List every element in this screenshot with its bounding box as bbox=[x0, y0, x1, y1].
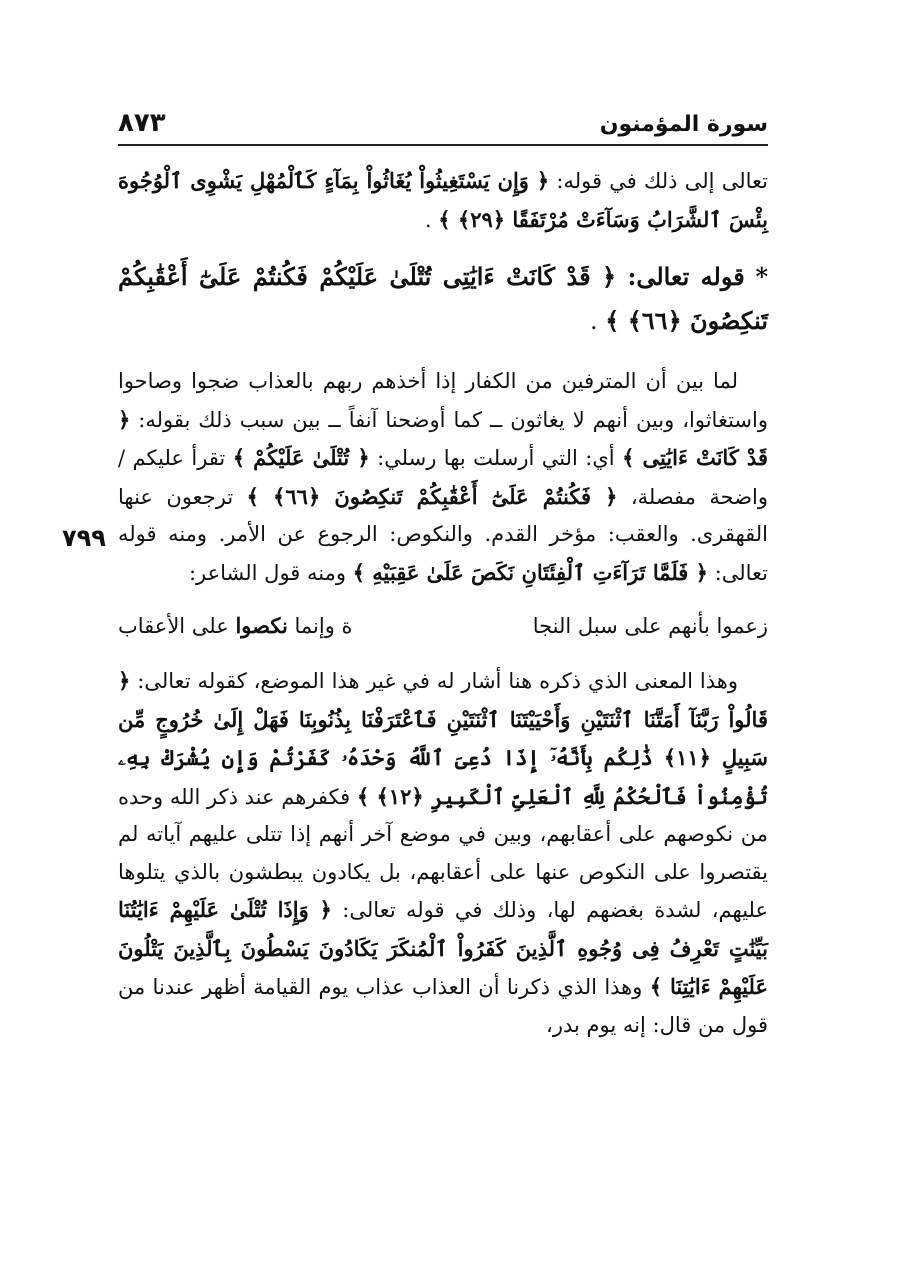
intro-text: تعالى إلى ذلك في قوله: bbox=[549, 169, 769, 193]
para2-verse-1: ﴿ قَالُواْ رَبَّنَآ أَمَتَّنَا ٱثْنَتَيْنِ وَأَحْيَيْتَنَا ٱثْنَتَيْنِ فَٱعْتَرَفْنَا بِذُنُوبِنَا فَهَلْ إِلَىٰ خُرُوجٍ مِّن سَبِيلٍ ﴿١١﴾ ذَٰلِكُم بِأَنَّهُۥٓ إِذَا دُعِىَ ٱللَّهُ وَحْدَهُۥ كَفَرْتُمْ وَإِن يُشْرَكْ بِهِۦ تُؤْمِنُواْ فَٱلْحُكْمُ لِلَّهِ ٱلْعَلِىِّ ٱلْكَبِيرِ ﴿١٢﴾ ﴾ bbox=[118, 668, 768, 809]
intro-end: . bbox=[424, 207, 439, 232]
poetry-verse bbox=[118, 606, 768, 646]
para1-text-2: أي: التي أرسلت بها رسلي: bbox=[369, 446, 623, 470]
page-body bbox=[118, 162, 768, 1044]
poem-second-pre: ة وإنما bbox=[287, 614, 353, 638]
commentary-paragraph-1 bbox=[118, 363, 768, 592]
poem-second-hemistich bbox=[118, 606, 353, 646]
para2-verse-2: ﴿ وَإِذَا تُتْلَىٰ عَلَيْهِمْ ءَايَٰتُنَا بَيِّنَٰتٍ تَعْرِفُ فِى وُجُوهِ ٱلَّذِينَ كَفَرُواْ ٱلْمُنكَرَ يَكَادُونَ يَسْطُونَ بِٱلَّذِينَ يَتْلُونَ عَلَيْهِمْ ءَايَٰتِنَا ﴾ bbox=[118, 897, 768, 999]
para1-verse-1: ﴿ قَدْ كَانَتْ ءَايَٰتِى ﴾ bbox=[118, 406, 768, 470]
poem-first-hemistich: زعموا بأنهم على سبل النجا bbox=[532, 614, 768, 638]
star-marker: * bbox=[755, 262, 768, 291]
para1-verse-3: ﴿ فَكُنتُمْ عَلَىٰٓ أَعْقَٰبِكُمْ تَنكِصُونَ ﴿٦٦﴾ ﴾ bbox=[246, 483, 618, 509]
para2-text-2: فكفرهم عند ذكر الله وحده من نكوصهم على أعقابهم، وبين في موضع آخر أنهم إذا تتلى عليهم آياته لم يقتصروا على النكوص عنها على أعقابهم، بل يكادون يبطشون بالذي يتلوها عليهم، لشدة بغضهم لها، وذلك في قوله تعالى: bbox=[118, 784, 769, 922]
para1-verse-2: ﴿ تُتْلَىٰ عَلَيْكُمْ ﴾ bbox=[232, 445, 370, 470]
para2-text-3: وهذا الذي ذكرنا أن العذاب عذاب يوم القيامة أظهر عندنا من قول من قال: إنه يوم بدر، bbox=[118, 975, 768, 1037]
margin-page-number: ٧٩٩ bbox=[62, 524, 106, 552]
commentary-paragraph-2 bbox=[118, 662, 768, 1044]
heading-verse: ﴿ قَدْ كَانَتْ ءَايَٰتِى تُتْلَىٰ عَلَيْكُمْ فَكُنتُمْ عَلَىٰٓ أَعْقَٰبِكُمْ تَنكِصُونَ ﴿٦٦﴾ ﴾ bbox=[118, 262, 768, 335]
page-header bbox=[118, 108, 768, 146]
heading-end: . bbox=[590, 307, 606, 335]
para2-text-1: وهذا المعنى الذي ذكره هنا أشار له في غير هذا الموضع، كقوله تعالى: bbox=[130, 669, 738, 693]
para1-text-1: لما بين أن المترفين من الكفار إذا أخذهم ربهم بالعذاب ضجوا وصاحوا واستغاثوا، وبين أنهم لا يغاثون ــ كما أوضحنا آنفاً ــ بين سبب ذلك بقوله: bbox=[118, 369, 768, 432]
poem-bold-word: نكصوا bbox=[235, 613, 288, 638]
para1-verse-4: ﴿ فَلَمَّا تَرَآءَتِ ٱلْفِئَتَانِ نَكَصَ عَلَىٰ عَقِبَيْهِ ﴾ bbox=[352, 559, 708, 585]
page-number: ٨٧٣ bbox=[118, 108, 166, 138]
intro-paragraph bbox=[118, 162, 768, 239]
para1-text-4: ترجعون عنها القهقرى. والعقب: مؤخر القدم. والنكوص: الرجوع عن الأمر. ومنه قوله تعالى: bbox=[118, 484, 768, 585]
heading-label: قوله تعالى: bbox=[616, 262, 745, 291]
poem-second-post: على الأعقاب bbox=[118, 614, 236, 638]
para1-text-3: تقرأ عليكم / واضحة مفصلة، bbox=[118, 446, 768, 509]
section-heading bbox=[118, 255, 768, 343]
para1-text-5: ومنه قول الشاعر: bbox=[188, 560, 353, 585]
surah-name: سورة المؤمنون bbox=[599, 112, 768, 137]
quran-verse: ﴿ وَإِن يَسْتَغِيثُواْ يُغَاثُواْ بِمَآءٍ كَٱلْمُهْلِ يَشْوِى ٱلْوُجُوهَ بِئْسَ ٱلشَّرَابُ وَسَآءَتْ مُرْتَفَقًا ﴿٢٩﴾ ﴾ bbox=[118, 168, 768, 232]
